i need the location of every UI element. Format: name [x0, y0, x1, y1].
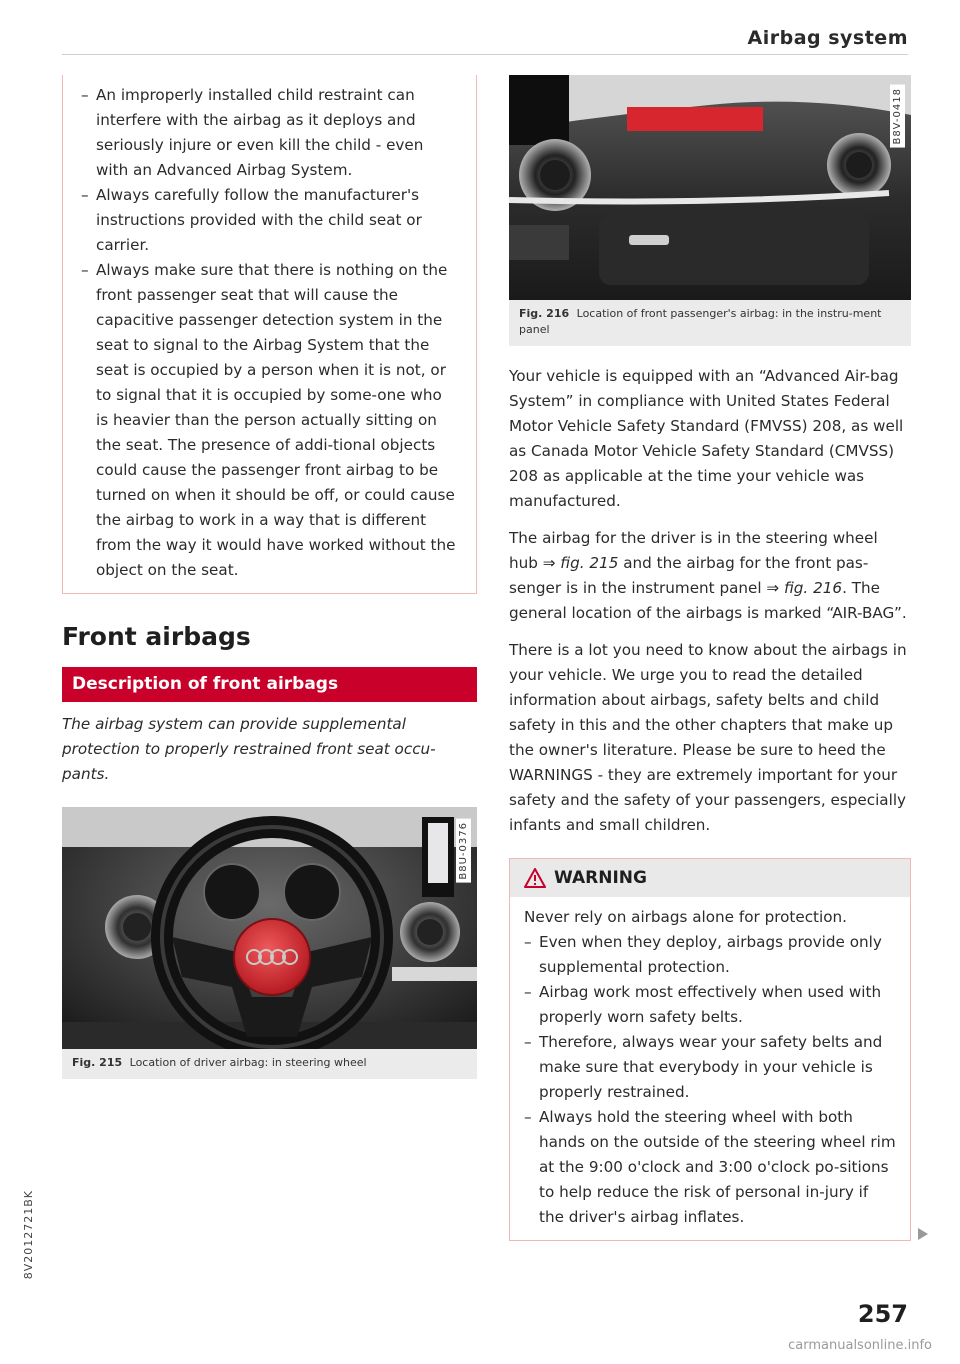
intro-text: The airbag system can provide supplemental protection to properly restrained front seat occu-pants.	[62, 715, 436, 783]
left-column	[62, 75, 477, 1079]
warning-header	[510, 859, 910, 897]
paragraph-fmvss: Your vehicle is equipped with an “Advanced Air-bag System” in compliance with United States Federal Motor Vehicle Safety Standard (FMVSS) 208, as well as Canada Motor Vehicle Safety Standard (CMVSS) 208 as applicable at the time your vehicle was manufactured.	[509, 367, 904, 510]
steering-wheel-photo	[62, 807, 477, 1049]
photo-id: B8U-0376	[456, 819, 471, 883]
paragraph-text: . The general location of the airbags is marked “AIR-BAG”.	[509, 579, 907, 622]
warning-title: WARNING	[554, 868, 647, 888]
warning-item: – Always carefully follow the manufacturer's instructions provided with the child seat or carrier.	[81, 183, 456, 258]
paragraph-read-more: There is a lot you need to know about the airbags in your vehicle. We urge you to read the detailed information about airbags, safety belts and child safety in this and the other chapters that make up the owner's literature. Please be sure to heed the WARNINGS - they are extremely important for your safety and the safety of your passengers, especially infants and small children.	[509, 641, 907, 834]
warning-item: – Even when they deploy, airbags provide only supplemental protection.	[524, 930, 896, 980]
page-number: 257	[857, 1300, 908, 1328]
warning-triangle-icon	[524, 868, 546, 888]
warning-body	[510, 897, 910, 1240]
figure-caption	[509, 300, 911, 346]
warning-item: – Airbag work most effectively when used with properly worn safety belts.	[524, 980, 896, 1030]
section-title: Airbag system	[747, 27, 908, 49]
child-seat-warning-continued	[62, 75, 477, 594]
figure-caption-text: Location of driver airbag: in steering wheel	[129, 1056, 367, 1069]
passenger-dashboard-photo	[509, 75, 911, 300]
figure-216	[509, 75, 911, 346]
document-code: 8V2012721BK	[22, 1190, 35, 1280]
warning-lead: Never rely on airbags alone for protection.	[524, 908, 847, 926]
watermark: carmanualsonline.info	[788, 1338, 932, 1353]
right-column	[509, 75, 911, 1241]
paragraph-text: The airbag for the driver is in the steering wheel hub	[509, 529, 878, 572]
continue-arrow-icon	[918, 1228, 928, 1240]
header-rule	[62, 54, 908, 55]
description-subheading: Description of front airbags	[62, 667, 477, 702]
warning-item: – Always make sure that there is nothing on the front passenger seat that will cause the capacitive passenger detection system in the seat to signal to the Airbag System that the seat is occupied by a person when it is not, or to signal that it is occupied by some-one who is heavier than the person actually sitting on the seat. The presence of addi-tional objects could cause the passenger front airbag to be turned on when it should be off, or could cause the airbag to work in a way that is different from the way it would have worked without the object on the seat.	[81, 258, 456, 583]
figure-caption-text: Location of front passenger's airbag: in the instru-ment panel	[519, 307, 882, 336]
warning-item: – An improperly installed child restraint can interfere with the airbag as it deploys and seriously injure or even kill the child - even with an Advanced Airbag System.	[81, 83, 456, 183]
fig-215-link[interactable]: ⇒ fig. 215	[542, 554, 619, 572]
figure-label: Fig. 216	[519, 307, 570, 320]
paragraph-airbag-locations	[509, 526, 911, 626]
figure-caption	[62, 1049, 477, 1079]
figure-215	[62, 807, 477, 1079]
warning-box	[509, 858, 911, 1241]
fig-216-link[interactable]: ⇒ fig. 216	[766, 579, 843, 597]
warning-item: – Therefore, always wear your safety belts and make sure that everybody in your vehicle is properly restrained.	[524, 1030, 896, 1105]
front-airbags-heading: Front airbags	[62, 622, 251, 651]
photo-id: B8V-0418	[890, 85, 905, 148]
warning-item: – Always hold the steering wheel with both hands on the outside of the steering wheel rim at the 9:00 o'clock and 3:00 o'clock po-sitions to help reduce the risk of personal in-jury if the driver's airbag inflates.	[524, 1105, 896, 1230]
paragraph-text: and the airbag for the front pas-senger is in the instrument panel	[509, 554, 869, 597]
figure-label: Fig. 215	[72, 1056, 123, 1069]
